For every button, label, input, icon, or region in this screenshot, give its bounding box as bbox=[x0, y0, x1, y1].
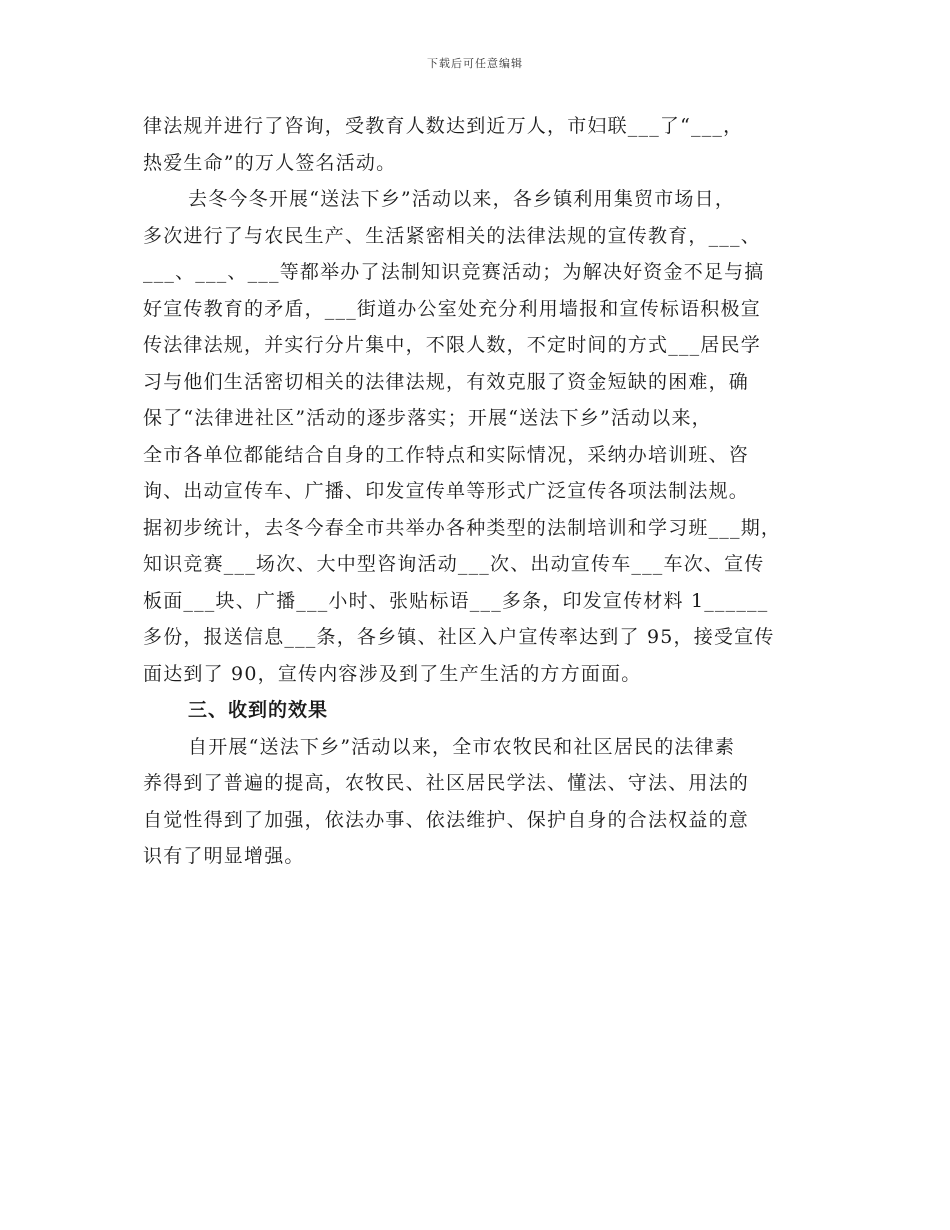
text-line: 传法律法规，并实行分片集中，不限人数，不定时间的方式___居民学 bbox=[143, 334, 761, 356]
text-line: 面达到了 90，宣传内容涉及到了生产生活的方方面面。 bbox=[143, 662, 642, 685]
text-line: 板面___块、广播___小时、张贴标语___多条，印发宣传材料 1______ bbox=[143, 589, 769, 612]
paragraph-results bbox=[143, 729, 815, 875]
text-line: 律法规并进行了咨询，受教育人数达到近万人，市妇联___了“___， bbox=[143, 115, 744, 137]
page-header-note: 下载后可任意编辑 bbox=[427, 57, 523, 70]
text-line: 询、出动宣传车、广播、印发宣传单等形式广泛宣传各项法制法规。 bbox=[143, 480, 750, 502]
text-line: 多次进行了与农民生产、生活紧密相关的法律法规的宣传教育，___、 bbox=[143, 224, 761, 247]
text-line: 据初步统计，去冬今春全市共举办各种类型的法制培训和学习班___期， bbox=[143, 516, 782, 539]
text-line: 养得到了普遍的提高，农牧民、社区居民学法、懂法、守法、用法的 bbox=[143, 772, 750, 794]
paragraph-activities bbox=[143, 181, 815, 692]
text-line: ___、___、___等都举办了法制知识竞赛活动；为解决好资金不足与搞 bbox=[143, 261, 765, 283]
text-line: 好宣传教育的矛盾，___街道办公室处充分利用墙报和宣传标语积极宣 bbox=[143, 297, 761, 320]
text-line: 多份，报送信息___条，各乡镇、社区入户宣传率达到了 95，接受宣传 bbox=[143, 626, 775, 648]
text-line: 习与他们生活密切相关的法律法规，有效克服了资金短缺的困难，确 bbox=[143, 370, 750, 393]
text-line: 去冬今冬开展“送法下乡”活动以来，各乡镇利用集贸市场日， bbox=[188, 188, 736, 210]
text-line: 识有了明显增强。 bbox=[143, 845, 305, 867]
text-line: 自开展“送法下乡”活动以来，全市农牧民和社区居民的法律素 bbox=[188, 735, 736, 758]
text-line: 知识竞赛___场次、大中型咨询活动___次、出动宣传车___车次、宣传 bbox=[143, 553, 765, 575]
text-line: 热爱生命”的万人签名活动。 bbox=[143, 151, 397, 174]
text-line: 自觉性得到了加强，依法办事、依法维护、保护自身的合法权益的意 bbox=[143, 808, 750, 831]
text-line: 保了“法律进社区”活动的逐步落实；开展“送法下乡”活动以来， bbox=[143, 407, 712, 429]
paragraph-continuation bbox=[143, 108, 815, 181]
text-line: 全市各单位都能结合自身的工作特点和实际情况，采纳办培训班、咨 bbox=[143, 443, 750, 466]
document-body bbox=[143, 108, 815, 875]
section-heading: 三、收到的效果 bbox=[188, 699, 329, 721]
